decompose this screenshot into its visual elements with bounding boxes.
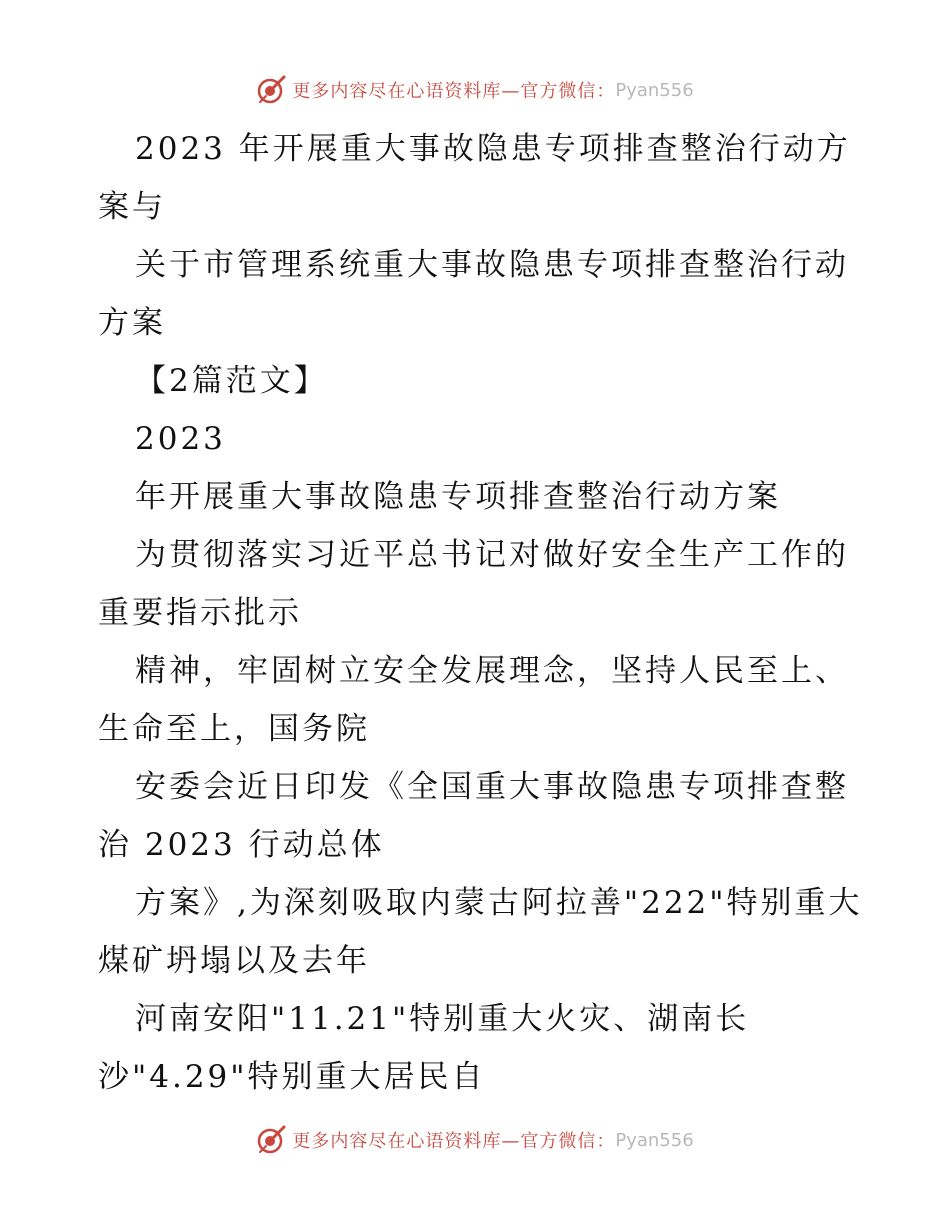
brush-logo-icon [256,75,286,105]
paragraph-line: 沙"4.29"特别重大居民自 [98,1059,486,1095]
title-line-3: 关于市管理系统重大事故隐患专项排查整治行动 [135,247,849,283]
title-line-2: 案与 [98,189,166,225]
subtitle-line: 【2篇范文】 [135,363,328,399]
paragraph-line: 安委会近日印发《全国重大事故隐患专项排查整 [135,769,849,805]
paragraph-line: 治 2023 行动总体 [98,827,385,863]
paragraph-line: 重要指示批示 [98,595,302,631]
header-watermark-banner [0,70,950,110]
header-banner-text: 更多内容尽在心语资料库—官方微信： [292,81,616,102]
title-line-1: 2023 年开展重大事故隐患专项排查整治行动方 [135,131,851,167]
header-wechat-id: Pyan556 [615,79,694,101]
section-year-line: 2023 [135,421,226,457]
paragraph-line: 为贯彻落实习近平总书记对做好安全生产工作的 [135,537,849,573]
brush-logo-icon [256,1125,286,1155]
footer-wechat-id: Pyan556 [615,1129,694,1151]
document-body [98,120,863,1106]
paragraph-line: 方案》,为深刻吸取内蒙古阿拉善"222"特别重大 [135,885,863,921]
paragraph-line: 生命至上，国务院 [98,711,370,747]
paragraph-line: 河南安阳"11.21"特别重大火灾、湖南长 [135,1001,750,1037]
paragraph-line: 精神，牢固树立安全发展理念，坚持人民至上、 [135,653,849,689]
section-title-line: 年开展重大事故隐患专项排查整治行动方案 [135,479,781,515]
footer-banner-text: 更多内容尽在心语资料库—官方微信： [292,1131,616,1152]
paragraph-line: 煤矿坍塌以及去年 [98,943,370,979]
title-line-4: 方案 [98,305,166,341]
footer-watermark-banner [0,1120,950,1160]
